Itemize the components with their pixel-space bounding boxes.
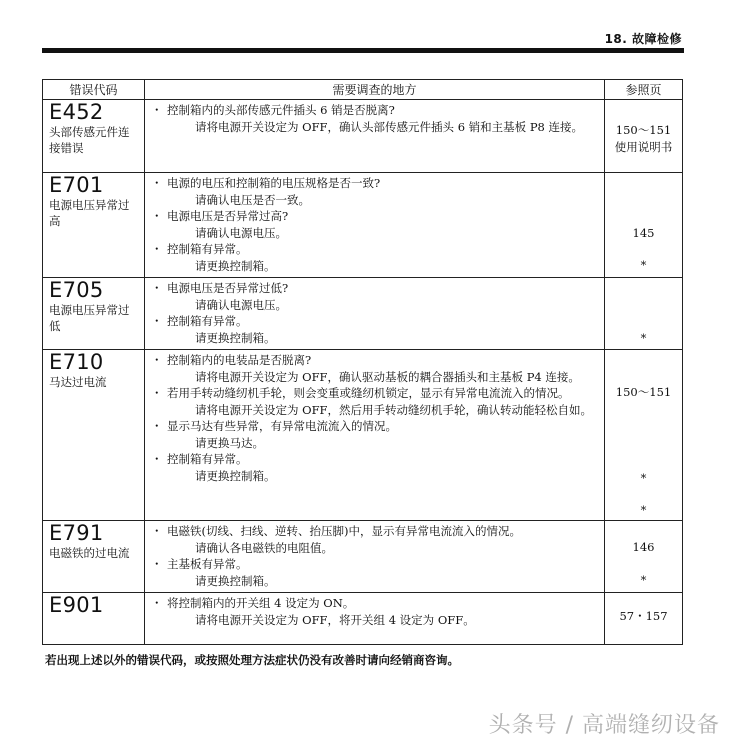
error-code-cell bbox=[43, 521, 145, 593]
reference-page: 145 bbox=[632, 226, 655, 240]
reference-page: 57・157 bbox=[619, 609, 668, 623]
remedy-item: 请将电源开关设定为 OFF，然后用手转动缝纫机手轮，确认转动能轻松自如。 bbox=[195, 402, 593, 417]
investigation-cell bbox=[145, 521, 605, 593]
footer-note: 若出现上述以外的错误代码，或按照处理方法症状仍没有改善时请向经销商咨询。 bbox=[45, 653, 459, 667]
error-name: 头部传感元件连接错误 bbox=[49, 125, 130, 155]
reference-cell bbox=[605, 173, 683, 278]
reference-cell bbox=[605, 593, 683, 645]
column-header-reference-page: 参照页 bbox=[605, 80, 683, 100]
error-code-table bbox=[42, 79, 683, 645]
reference-page: 150～151 bbox=[615, 385, 672, 399]
reference-mark: * bbox=[640, 573, 647, 587]
error-code: E452 bbox=[49, 100, 104, 124]
column-header-code: 错误代码 bbox=[43, 80, 145, 100]
table-row-e791 bbox=[43, 521, 683, 593]
remedy-item: 请更换控制箱。 bbox=[195, 258, 276, 273]
column-header-investigation: 需要调查的地方 bbox=[145, 80, 605, 100]
check-item: ・ 电源的电压和控制箱的电压规格是否一致? bbox=[153, 175, 598, 192]
error-name: 马达过电流 bbox=[49, 375, 107, 389]
table-row-e452 bbox=[43, 100, 683, 173]
table-row-e701 bbox=[43, 173, 683, 278]
chapter-title: 18. 故障检修 bbox=[604, 32, 682, 46]
table-header-row bbox=[43, 80, 683, 100]
investigation-cell bbox=[145, 350, 605, 521]
error-code-cell bbox=[43, 278, 145, 350]
remedy-item: 请更换马达。 bbox=[195, 435, 264, 450]
reference-cell bbox=[605, 350, 683, 521]
reference-mark: * bbox=[640, 503, 647, 517]
check-item: ・ 控制箱内的头部传感元件插头 6 销是否脱离? bbox=[153, 102, 598, 119]
remedy-item: 请确认各电磁铁的电阻值。 bbox=[195, 540, 333, 555]
remedy-item: 请更换控制箱。 bbox=[195, 330, 276, 345]
reference-cell bbox=[605, 100, 683, 173]
error-code: E710 bbox=[49, 350, 104, 374]
remedy-item: 请将电源开关设定为 OFF，将开关组 4 设定为 OFF。 bbox=[195, 612, 475, 627]
reference-cell bbox=[605, 278, 683, 350]
check-item: ・ 控制箱内的电装品是否脱离? bbox=[153, 352, 598, 369]
error-code-cell bbox=[43, 593, 145, 645]
remedy-item: 请确认电源电压。 bbox=[195, 225, 287, 240]
remedy-item: 请更换控制箱。 bbox=[195, 468, 276, 483]
check-item: ・ 电源电压是否异常过低? bbox=[153, 280, 598, 297]
watermark: 头条号 / 高端缝纫设备 bbox=[488, 713, 720, 738]
error-code: E705 bbox=[49, 278, 104, 302]
check-item: ・ 若用手转动缝纫机手轮，则会变重或缝纫机锁定，显示有异常电流流入的情况。 bbox=[153, 385, 598, 402]
reference-page: 使用说明书 bbox=[614, 140, 673, 154]
header-rule bbox=[42, 48, 684, 53]
error-code: E701 bbox=[49, 173, 104, 197]
table-row-e710 bbox=[43, 350, 683, 521]
reference-cell bbox=[605, 521, 683, 593]
reference-page: 150～151 bbox=[615, 123, 672, 137]
remedy-item: 请确认电源电压。 bbox=[195, 297, 287, 312]
investigation-cell bbox=[145, 173, 605, 278]
error-code-cell bbox=[43, 350, 145, 521]
error-name: 电源电压异常过高 bbox=[49, 198, 130, 228]
error-name: 电磁铁的过电流 bbox=[49, 546, 130, 560]
remedy-item: 请确认电压是否一致。 bbox=[195, 192, 310, 207]
error-code-cell bbox=[43, 173, 145, 278]
table-row-e901 bbox=[43, 593, 683, 645]
check-item: ・ 电源电压是否异常过高? bbox=[153, 208, 598, 225]
check-item: ・ 电磁铁(切线、扫线、逆转、抬压脚)中，显示有异常电流流入的情况。 bbox=[153, 523, 598, 540]
reference-mark: * bbox=[640, 331, 647, 345]
error-code: E901 bbox=[49, 593, 104, 617]
error-code-cell bbox=[43, 100, 145, 173]
check-item: ・ 控制箱有异常。 bbox=[153, 313, 598, 330]
table-row-e705 bbox=[43, 278, 683, 350]
reference-mark: * bbox=[640, 258, 647, 272]
remedy-item: 请将电源开关设定为 OFF，确认驱动基板的耦合器插头和主基板 P4 连接。 bbox=[195, 369, 580, 384]
error-name: 电源电压异常过低 bbox=[49, 303, 130, 333]
check-item: ・ 控制箱有异常。 bbox=[153, 451, 598, 468]
investigation-cell bbox=[145, 278, 605, 350]
reference-mark: * bbox=[640, 471, 647, 485]
check-item: ・ 主基板有异常。 bbox=[153, 556, 598, 573]
investigation-cell bbox=[145, 100, 605, 173]
check-item: ・ 将控制箱内的开关组 4 设定为 ON。 bbox=[153, 595, 598, 612]
reference-page: 146 bbox=[632, 540, 655, 554]
remedy-item: 请将电源开关设定为 OFF，确认头部传感元件插头 6 销和主基板 P8 连接。 bbox=[195, 119, 584, 134]
remedy-item: 请更换控制箱。 bbox=[195, 573, 276, 588]
error-code: E791 bbox=[49, 521, 104, 545]
check-item: ・ 控制箱有异常。 bbox=[153, 241, 598, 258]
check-item: ・ 显示马达有些异常，有异常电流流入的情况。 bbox=[153, 418, 598, 435]
investigation-cell bbox=[145, 593, 605, 645]
